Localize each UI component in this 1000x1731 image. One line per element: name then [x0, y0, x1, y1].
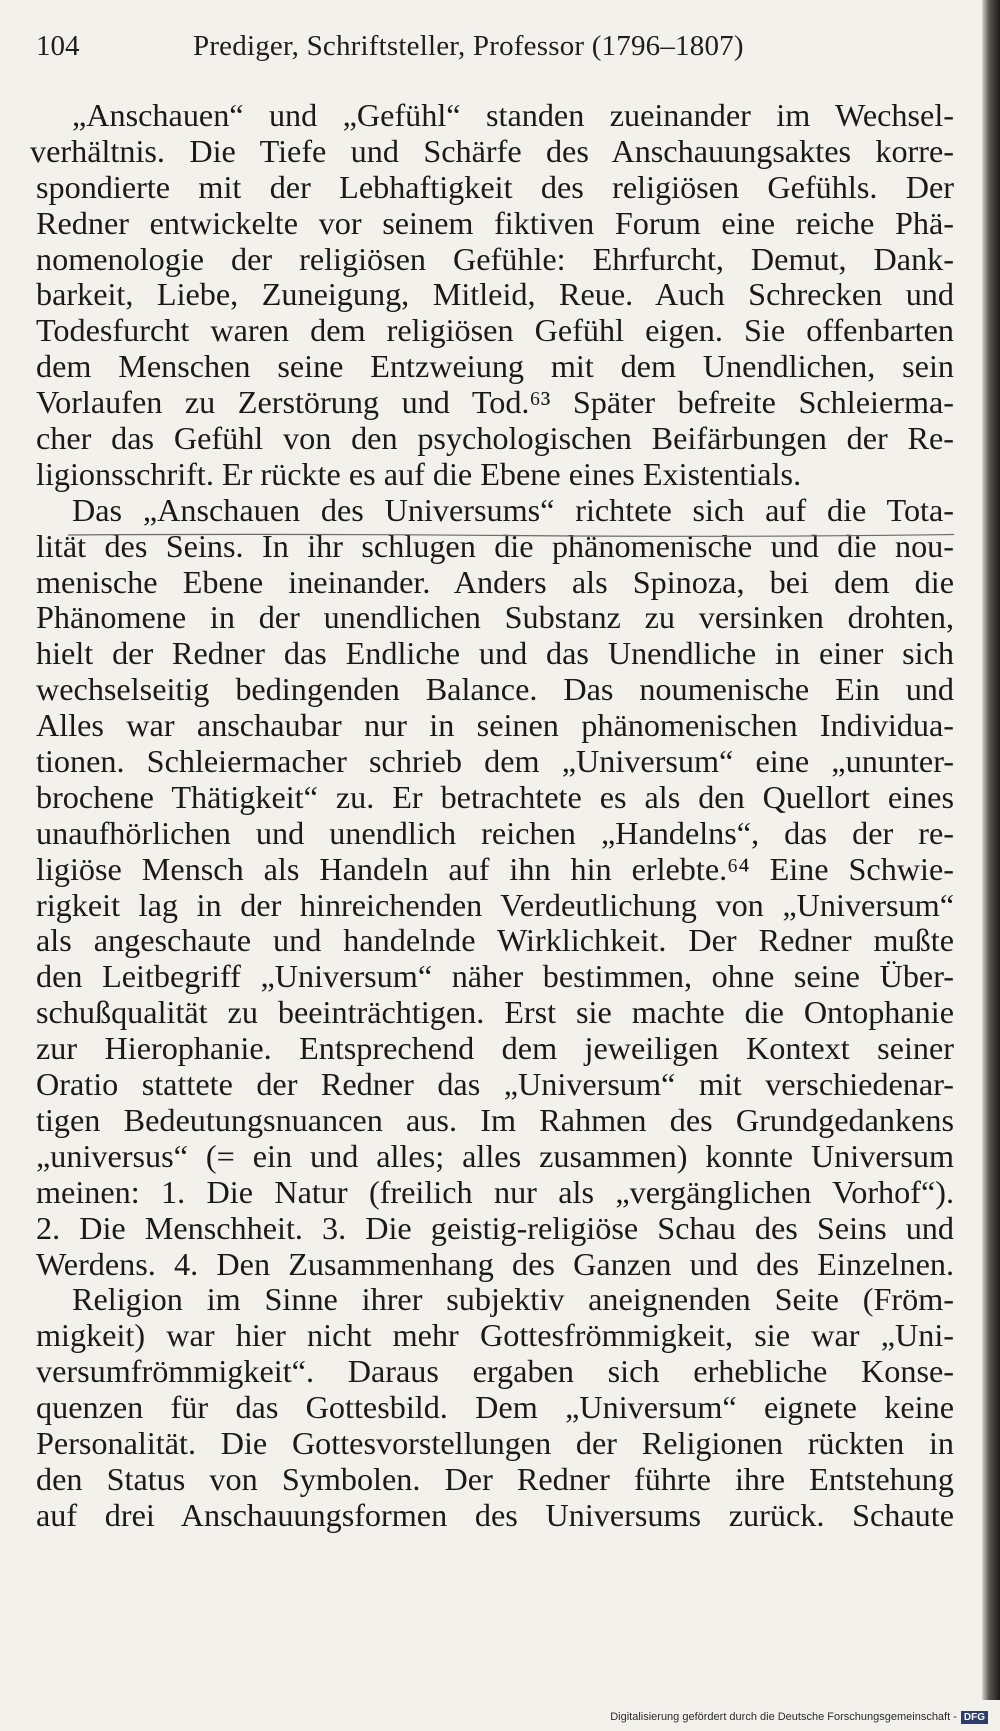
text-line: „universus“ (= ein und alles; alles zusammen) konnte Universum [36, 1137, 954, 1174]
text-line: menische Ebene ineinander. Anders als Spinoza, bei dem die [36, 563, 954, 600]
text-line: wechselseitig bedingenden Balance. Das noumenische Ein und [36, 671, 954, 708]
text-line: Vorlaufen zu Zerstörung und Tod.⁶³ Später befreite Schleierma- [36, 384, 954, 421]
text-line: Redner entwickelte vor seinem fiktiven Forum eine reiche Phä- [36, 204, 954, 241]
text-line: als angeschaute und handelnde Wirklichkeit. Der Redner mußte [36, 922, 954, 959]
text-line: hielt der Redner das Endliche und das Unendliche in einer sich [36, 635, 954, 672]
text-line: Todesfurcht waren dem religiösen Gefühl eigen. Sie offenbarten [36, 312, 954, 349]
body-text [30, 97, 954, 1534]
text-line: dem Menschen seine Entzweiung mit dem Unendlichen, sein [36, 348, 954, 385]
text-line: Phänomene in der unendlichen Substanz zu versinken drohten, [36, 599, 954, 636]
running-head-title: Prediger, Schriftsteller, Professor (1796–1807) [193, 30, 744, 62]
text-line: barkeit, Liebe, Zuneigung, Mitleid, Reue. Auch Schrecken und [36, 276, 954, 313]
text-line: Oratio stattete der Redner das „Universum“ mit verschiedenar- [36, 1066, 954, 1103]
binding-edge [982, 0, 1000, 1700]
text-line: ligionsschrift. Er rückte es auf die Ebene eines Existentials. [36, 455, 802, 492]
text-line: meinen: 1. Die Natur (freilich nur als „vergänglichen Vorhof“). [36, 1173, 954, 1210]
text-line: nomenologie der religiösen Gefühle: Ehrfurcht, Demut, Dank- [36, 240, 954, 277]
text-line: brochene Thätigkeit“ zu. Er betrachtete es als den Quellort eines [36, 778, 954, 815]
text-line: migkeit) war hier nicht mehr Gottesfrömmigkeit, sie war „Uni- [36, 1317, 954, 1354]
text-line: schußqualität zu beeinträchtigen. Erst sie machte die Ontophanie [36, 994, 954, 1031]
text-line: versumfrömmigkeit“. Daraus ergaben sich erhebliche Konse- [36, 1353, 954, 1390]
text-line: unaufhörlichen und unendlich reichen „Handelns“, das der re- [36, 814, 954, 851]
text-line: verhältnis. Die Tiefe und Schärfe des Anschauungsaktes korre- [30, 132, 954, 169]
text-line: „Anschauen“ und „Gefühl“ standen zueinander im Wechsel- [72, 97, 954, 133]
text-line: den Status von Symbolen. Der Redner führte ihre Entstehung [36, 1460, 954, 1497]
text-line: 2. Die Menschheit. 3. Die geistig-religiöse Schau des Seins und [36, 1209, 954, 1246]
text-line: Das „Anschauen des Universums“ richtete sich auf die Tota- [72, 491, 954, 528]
text-line: den Leitbegriff „Universum“ näher bestimmen, ohne seine Über- [36, 958, 954, 995]
page-number: 104 [36, 30, 80, 62]
text-line: zur Hierophanie. Entsprechend dem jeweiligen Kontext seiner [36, 1030, 954, 1067]
text-line: Personalität. Die Gottesvorstellungen der Religionen rückten in [36, 1424, 954, 1461]
text-line: quenzen für das Gottesbild. Dem „Universum“ eignete keine [36, 1389, 954, 1426]
text-line: Religion im Sinne ihrer subjektiv aneignenden Seite (Fröm- [72, 1281, 954, 1318]
text-line: auf drei Anschauungsformen des Universums zurück. Schaute [36, 1496, 954, 1533]
running-head [36, 24, 946, 74]
text-line: ligiöse Mensch als Handeln auf ihn hin erlebte.⁶⁴ Eine Schwie- [36, 850, 954, 887]
footer [610, 1711, 988, 1727]
text-line: spondierte mit der Lebhaftigkeit des religiösen Gefühls. Der [36, 168, 954, 205]
text-line: tigen Bedeutungsnuancen aus. Im Rahmen des Grundgedankens [36, 1101, 954, 1138]
text-line: cher das Gefühl von den psychologischen Beifärbungen der Re- [36, 420, 954, 457]
text-line: tionen. Schleiermacher schrieb dem „Universum“ eine „ununter- [36, 743, 954, 780]
text-line: Werdens. 4. Den Zusammenhang des Ganzen und des Einzelnen. [36, 1245, 954, 1282]
text-line: Alles war anschaubar nur in seinen phänomenischen Individua- [36, 707, 954, 744]
text-line: lität des Seins. In ihr schlugen die phänomenische und die nou- [36, 527, 954, 564]
text-line: rigkeit lag in der hinreichenden Verdeutlichung von „Universum“ [36, 886, 954, 923]
dfg-logo: DFG [961, 1711, 988, 1724]
footer-text: Digitalisierung gefördert durch die Deutsche Forschungsgemeinschaft - [610, 1711, 957, 1723]
